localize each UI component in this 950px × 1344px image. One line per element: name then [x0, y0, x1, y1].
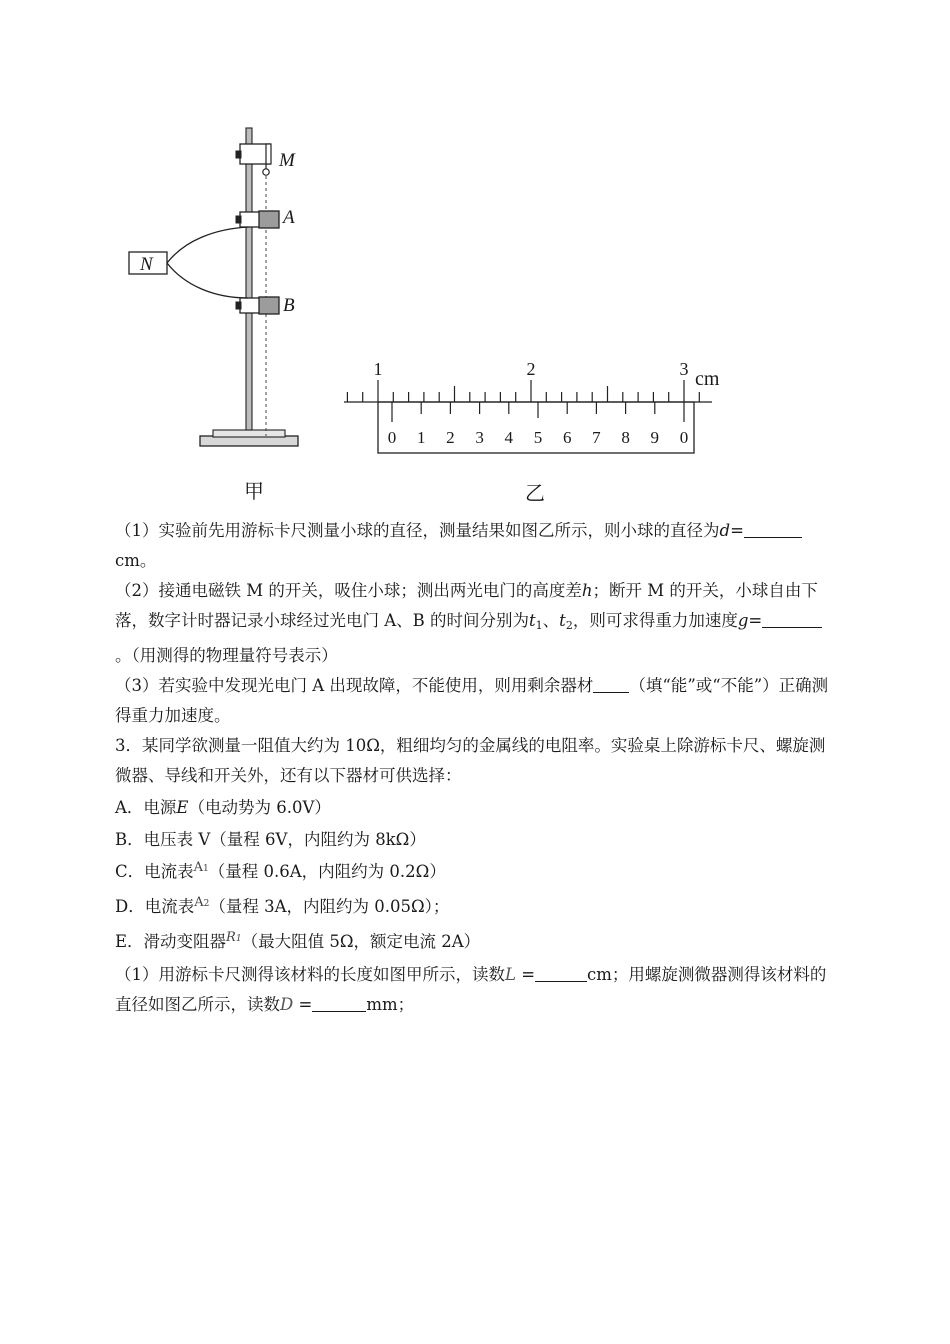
vernier-scale-number: 8 [621, 428, 630, 447]
q1-part2: （2）接通电磁铁 M 的开关，吸住小球；测出两光电门的高度差h；断开 M 的开关，小球自由下落，数字计时器记录小球经过光电门 A、B 的时间分别为$t_1$、$t_2$，则可求得重力加速度g=。（用测得的物理量符号表示） [115, 576, 837, 671]
ammeter-a1-symbol: A1 [193, 860, 209, 875]
vernier-scale-number: 9 [650, 428, 660, 447]
cable-b [167, 263, 248, 298]
main-scale-number: 1 [373, 359, 383, 379]
q3-item-c: C．电流表$^{A1}$（量程 0.6A，内阻约为 0.2Ω） [115, 860, 446, 881]
photogate-a [259, 211, 279, 228]
q3-part1: （1）用游标卡尺测得该材料的长度如图甲所示，读数L = cm；用螺旋测微器测得该材料的直径如图乙所示，读数D = mm； [115, 965, 827, 1014]
vernier-scale-number: 5 [533, 428, 543, 447]
question-text [115, 516, 837, 1020]
vernier-scale-number: 7 [592, 428, 601, 447]
answer-blank-d2[interactable] [312, 995, 366, 1012]
q3-item-d: D．电流表$^{A2}$（量程 3A，内阻约为 0.05Ω）； [115, 895, 450, 916]
label-n: N [140, 254, 153, 275]
stand-rod [246, 128, 252, 430]
caption-jia: 甲 [244, 481, 264, 503]
vernier-scale-number: 0 [679, 428, 689, 447]
photogate-b [259, 297, 279, 314]
answer-blank-l[interactable] [535, 965, 587, 982]
vernier-scale-number: 6 [562, 428, 572, 447]
vernier-scale-number: 4 [504, 428, 514, 447]
experiment-figures [0, 0, 950, 510]
main-scale-number: 3 [679, 359, 689, 379]
vernier-scale-number: 0 [387, 428, 397, 447]
main-scale-unit: cm [695, 368, 720, 390]
q1-part1: （1）实验前先用游标卡尺测量小球的直径，测量结果如图乙所示，则小球的直径为d=cm。 [115, 516, 837, 576]
answer-blank-can[interactable] [593, 676, 629, 693]
rheostat-r1-symbol: R1 [226, 930, 242, 945]
label-b: B [283, 295, 295, 316]
q3-intro: 3．某同学欲测量一阻值大约为 10Ω，粗细均匀的金属线的电阻率。实验桌上除游标卡尺、螺旋测微器、导线和开关外，还有以下器材可供选择： [115, 736, 826, 785]
main-scale-number: 2 [526, 359, 536, 379]
answer-blank-g[interactable] [762, 611, 822, 628]
base-foot [213, 430, 285, 437]
q3-item-e: E．滑动变阻器$^{R1}$（最大阻值 5Ω，额定电流 2A） [115, 930, 481, 951]
label-m: M [279, 150, 295, 171]
ammeter-a2-symbol: A2 [194, 895, 210, 910]
q1-part3: （3）若实验中发现光电门 A 出现故障，不能使用，则用剩余器材 （填“能”或“不能”）正确测得重力加速度。 [115, 676, 829, 725]
ball [263, 169, 269, 175]
vernier-scale-number: 3 [475, 428, 484, 447]
vernier-scale-number: 1 [416, 428, 426, 447]
answer-blank-d[interactable] [744, 521, 802, 538]
q3-item-b: B．电压表 V（量程 6V，内阻约为 8kΩ） [115, 830, 426, 849]
label-a: A [283, 207, 295, 228]
vernier-scale-number: 2 [446, 428, 455, 447]
q3-item-a: A．电源E（电动势为 6.0V） [115, 798, 331, 817]
apparatus-figure-jia [129, 128, 298, 446]
caption-yi: 乙 [525, 483, 545, 505]
cable-a [167, 227, 248, 263]
